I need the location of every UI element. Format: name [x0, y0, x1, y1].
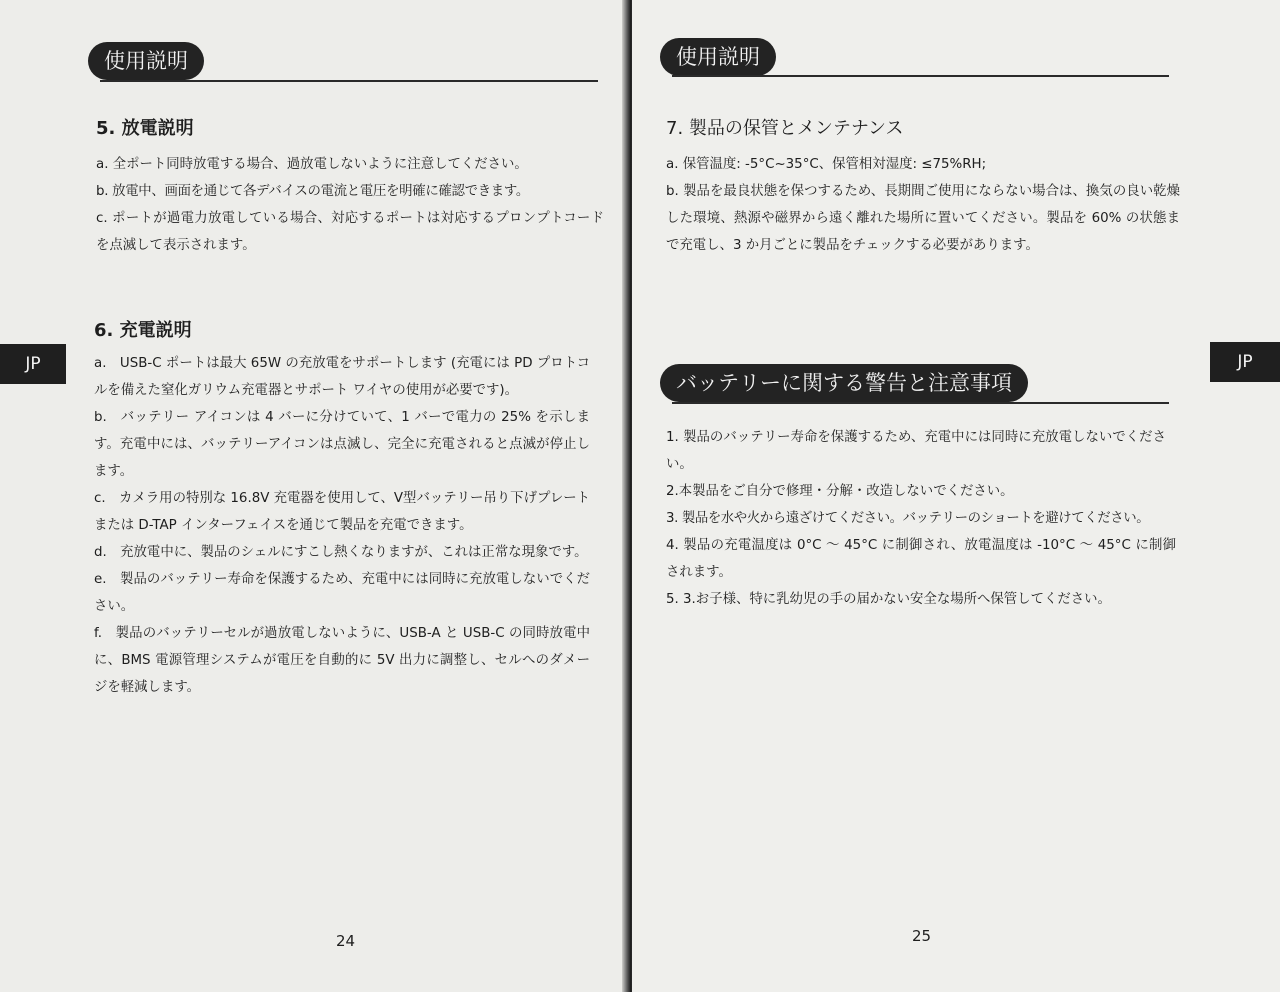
right-header-rule	[672, 75, 1169, 77]
left-page	[0, 0, 628, 992]
section-6-item-d: d. 充放電中に、製品のシェルにすこし熱くなりますが、これは正常な現象です。	[94, 545, 588, 560]
right-language-tab: JP	[1210, 342, 1280, 382]
warning-body	[666, 424, 1212, 613]
section-6-item-a: a. USB-C ポートは最大 65W の充放電をサポートします (充電には PD プロトコルを備えた窒化ガリウム充電器とサポート ワイヤの使用が必要です)。	[94, 356, 590, 398]
section-7-item-a: a. 保管温度: -5°C~35°C、保管相対湿度: ≤75%RH;	[666, 157, 987, 172]
warning-header-rule	[672, 402, 1169, 404]
section-6-item-c: c. カメラ用の特別な 16.8V 充電器を使用して、V型バッテリー吊り下げプレートまたは D-TAP インターフェイスを通じて製品を充電できます。	[94, 491, 590, 533]
section-7-item-b: b. 製品を最良状態を保つするため、長期間ご使用にならない場合は、換気の良い乾燥した環境、熱源や磁界から遠く離れた場所に置いてください。製品を 60% の状態まで充電し、3 か月ごとに製品をチェックする必要があります。	[666, 184, 1180, 253]
warning-item-3: 3. 製品を水や火から遠ざけてください。バッテリーのショートを避けてください。	[666, 511, 1150, 526]
left-page-number: 24	[336, 932, 356, 950]
section-5-item-a: a. 全ポート同時放電する場合、過放電しないように注意してください。	[96, 157, 528, 172]
right-page	[632, 0, 1280, 992]
left-header-badge: 使用説明	[88, 42, 204, 80]
section-7-title: 7. 製品の保管とメンテナンス	[666, 118, 904, 139]
left-language-tab: JP	[0, 344, 66, 384]
section-6-body	[94, 350, 590, 701]
section-6-title: 6. 充電説明	[94, 320, 192, 341]
section-6-item-b: b. バッテリー アイコンは 4 バーに分けていて、1 バーで電力の 25% を示します。充電中には、バッテリーアイコンは点滅し、完全に充電されると点滅が停止します。	[94, 410, 590, 479]
section-7-body	[666, 151, 1180, 259]
warning-title-badge: バッテリーに関する警告と注意事項	[660, 364, 1028, 402]
left-header-rule	[100, 80, 598, 82]
right-header-badge: 使用説明	[660, 38, 776, 76]
section-5-item-c: c. ポートが過電力放電している場合、対応するポートは対応するプロンプトコードを点滅して表示されます。	[96, 211, 604, 253]
warning-item-1: 1. 製品のバッテリー寿命を保護するため、充電中には同時に充放電しないでください。	[666, 430, 1166, 472]
section-5-item-b: b. 放電中、画面を通じて各デバイスの電流と電圧を明確に確認できます。	[96, 184, 530, 199]
right-page-number: 25	[912, 927, 932, 945]
section-5-body	[96, 151, 604, 259]
section-5-title: 5. 放電説明	[96, 118, 194, 139]
warning-item-2: 2.本製品をご自分で修理・分解・改造しないでください。	[666, 484, 1014, 499]
section-6-item-e: e. 製品のバッテリー寿命を保護するため、充電中には同時に充放電しないでください。	[94, 572, 590, 614]
warning-item-4: 4. 製品の充電温度は 0°C ～ 45°C に制御され、放電温度は -10°C ～ 45°C に制御されます。	[666, 538, 1176, 580]
section-6-item-f: f. 製品のバッテリーセルが過放電しないように、USB-A と USB-C の同時放電中に、BMS 電源管理システムが電圧を自動的に 5V 出力に調整し、セルへのダメージを軽減します。	[94, 626, 590, 695]
warning-item-5: 5. 3.お子様、特に乳幼児の手の届かない安全な場所へ保管してください。	[666, 592, 1111, 607]
